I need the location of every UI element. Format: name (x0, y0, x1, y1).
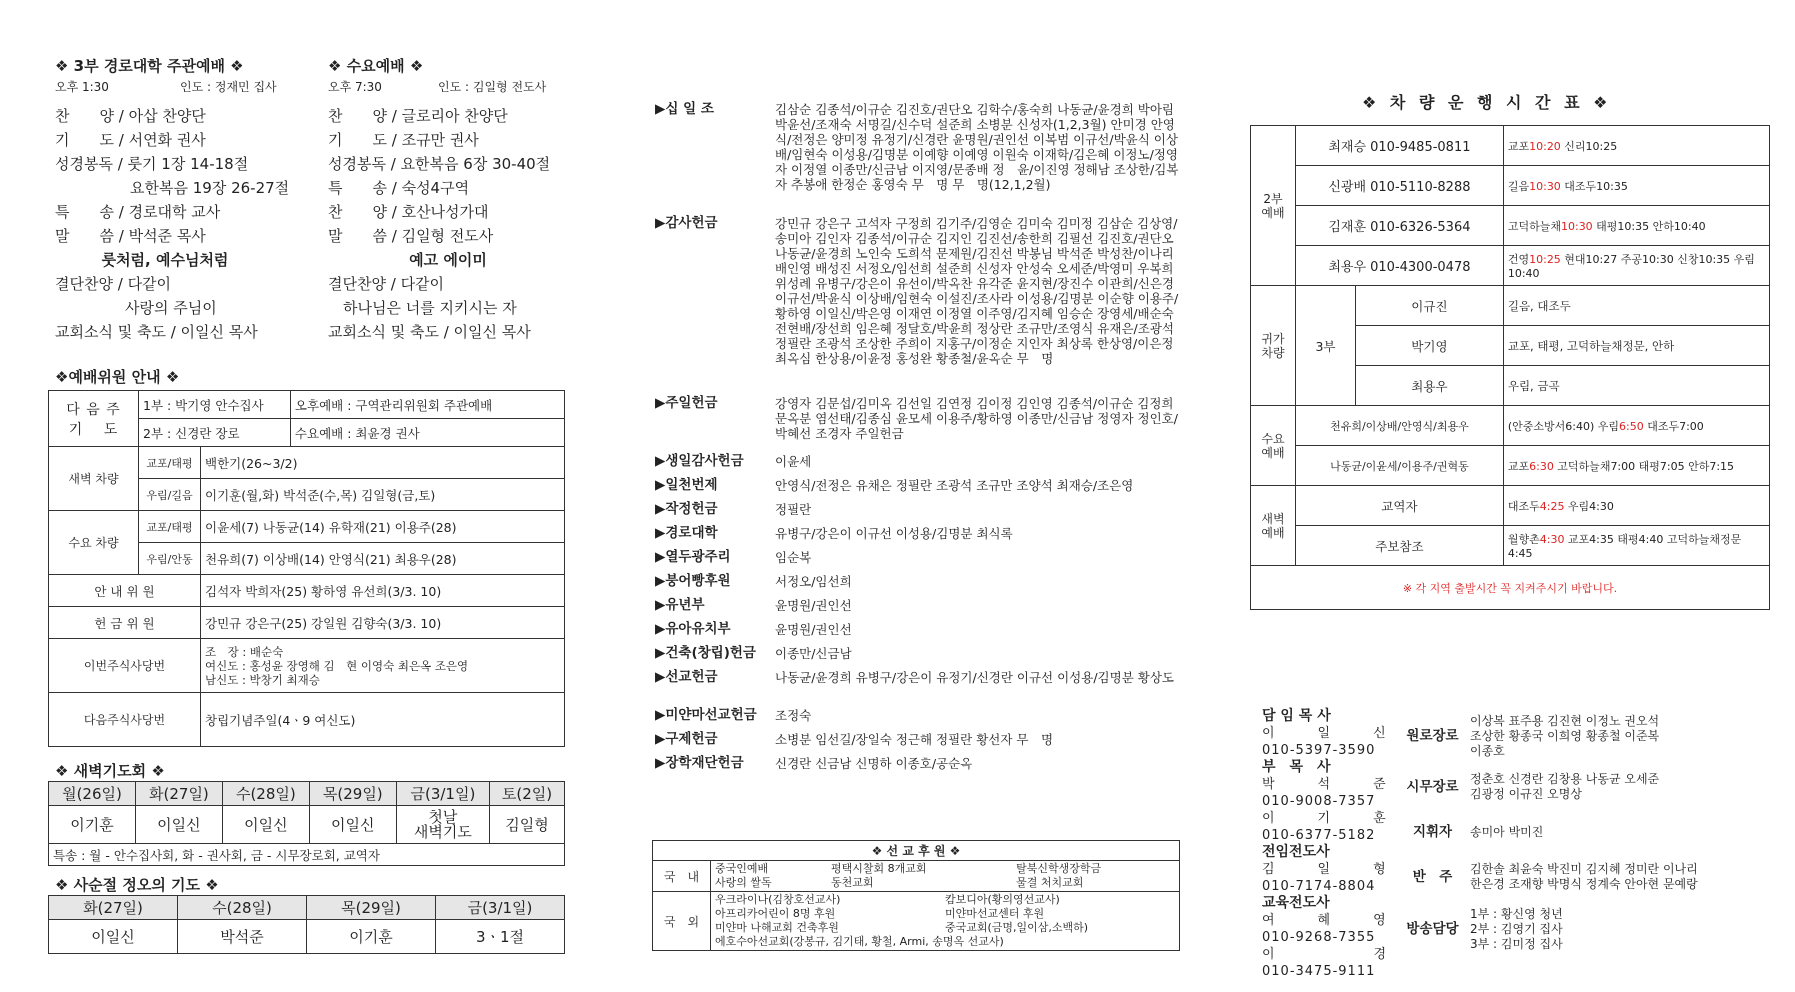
col3-w-1-t: 6:30 (1529, 459, 1554, 473)
col2-offerings-0-v: 김삼순 김종석/이규순 김진호/권단오 김학수/홍숙희 나동균/윤경희 박아림 박윤선/조재숙 서명길/신수덕 설준희 소병분 신성자(1,2,3월) 안미경 안영식/전정은 양미정 유정기/신경란 윤명원/권인선 이복범 이규선/박윤식 이상배/임현숙 이성용/김명분 이예향 이예영 이원숙 이재학/김은혜 이정노/정영자 이정열 이종만/신금남 이지영/문종배 정 윤/이진영 정해남 조상한/김복자 추봉애 한정순 홍영숙 무 명 무 명(12,1,2월) (775, 102, 1179, 192)
col3-r-2-r2: 태평10:35 안하10:40 (1592, 219, 1706, 233)
col1-lent_names-1: 박석준 (178, 920, 307, 954)
col1-wed_rows-4-k: 찬 양 (328, 203, 387, 221)
col1-committee-wed2v: 천유희(7) 이상배(14) 안영식(21) 최용우(28) (201, 543, 565, 575)
col3-r-3-r1: 건영 (1507, 253, 1530, 266)
col1-wed_rows-0-v: 글로리아 찬양단 (401, 107, 508, 125)
col2-offerings-6-v: 유병구/강은이 이규선 이성용/김명분 최식록 (775, 526, 1013, 541)
col1-committee-guide_k: 안 내 위 원 (49, 575, 201, 607)
col3-wed: 수요 예배 (1251, 406, 1296, 486)
col2-offerings-8-k: ▶붕어빵후원 (655, 573, 731, 589)
col1-elder_closing_k: 결단찬양 (55, 275, 113, 293)
col3-home: 귀가 차량 (1251, 286, 1296, 406)
col2-offerings-10-v: 윤명원/권인선 (775, 622, 852, 637)
col3-r-2-r1: 고덕하늘채 (1507, 219, 1561, 233)
col2-for_items-4: 미얀마 나해교회 건축후원 (715, 921, 839, 934)
col1-dawn_days-1: 화(27일) (135, 782, 222, 806)
col1-committee-r1a: 다 음 주 (66, 401, 121, 418)
col2-offerings-6-k: ▶경로대학 (655, 525, 718, 541)
col3-d-1-t: 4:30 (1539, 533, 1565, 546)
col1-dawn_names-5: 김일형 (490, 806, 565, 844)
col1-committee-r1c: 1부 : 박기영 안수집사 (139, 391, 291, 419)
col1-wed_rows-2-k: 성경봉독 (328, 155, 386, 173)
col1-committee-wed_car: 수요 차량 (49, 511, 139, 575)
col2-for_items-5: 중국교회(금명,일이삼,소백하) (945, 921, 1089, 934)
col3-w-1-b: 고덕하늘채7:00 태평7:05 안하7:15 (1553, 459, 1735, 473)
col2-offerings-9-k: ▶유년부 (655, 597, 705, 613)
col3-d-0-a: 대조두 (1507, 499, 1540, 513)
col2-offerings-2-v: 강영자 김문섭/김미옥 김선일 김연정 김이정 김인영 김종석/이규순 김정희 문옥분 염선태/김종심 윤모세 이용주/황하영 이종만/신금남 정영자 정인호/박혜선 조경자 주일헌금 (775, 396, 1178, 441)
col3-r-0-r2: 신리10:25 (1560, 139, 1618, 153)
col3-w-1-n: 나동균/이윤세/이용주/권혁동 (1296, 446, 1504, 486)
col1-wed_rows-0-k: 찬 양 (328, 107, 387, 125)
col2-offerings-12-k: ▶선교헌금 (655, 669, 718, 685)
col1-elder_rows-1-k: 기 도 (55, 131, 114, 149)
col3-pastors-5-n: 이 경 (1262, 947, 1388, 962)
col3-staff-3-k: 반 주 (1412, 868, 1453, 885)
col2-offerings-12-v: 나동균/윤경희 유병구/강은이 유정기/신경란 이규선 이성용/김명분 황상도 (775, 670, 1174, 685)
col3-d-1-a: 월향촌 (1507, 533, 1540, 546)
col2-offerings-14-k: ▶구제헌금 (655, 731, 718, 747)
col3-b3: 3부 (1296, 286, 1356, 406)
col2-offerings-3-k: ▶생일감사헌금 (655, 453, 744, 469)
col1-elder_rows-3-v: 요한복음 19장 26-27절 (130, 179, 290, 197)
col2-offerings-5-k: ▶작정헌금 (655, 501, 718, 517)
col3-staff-1-k: 시무장로 (1406, 778, 1459, 795)
col2-offerings-7-v: 임순복 (775, 550, 812, 565)
col2-dom_items-5: 물결 처치교회 (1016, 876, 1084, 889)
staff-list (1395, 710, 1775, 956)
col1-wed_closing_v: 다같이 (400, 275, 445, 293)
col1-committee-this_k: 이번주식사당번 (49, 639, 201, 693)
col2-dom_items-2: 탈북신학생장학금 (1016, 862, 1102, 875)
col3-r-1-n: 신광배 010-5110-8288 (1296, 166, 1504, 206)
col1-lent_days-3: 금(3/1일) (436, 896, 565, 920)
pastor-list (1262, 708, 1387, 980)
col1-lent_days-0: 화(27일) (49, 896, 178, 920)
col1-elder_rows-4-v: 경로대학 교사 (128, 203, 221, 221)
col1-lent_names-3: 3ㆍ1절 (436, 920, 565, 954)
lent-prayer-title: ❖ 사순절 정오의 기도 ❖ (55, 876, 219, 894)
col2-for_items-0: 우크라이나(김창호선교사) (715, 893, 841, 906)
mission-support-table (652, 840, 1180, 951)
col2-offerings-15-k: ▶장학재단헌금 (655, 755, 744, 771)
col2-offerings-5-v: 정필란 (775, 502, 812, 517)
col3-w-0-b: 대조두7:00 (1643, 419, 1704, 433)
col3-d-0-b: 우림4:30 (1564, 499, 1614, 513)
col3-w-0-n: 천유희/이상배/안영식/최용우 (1296, 406, 1504, 446)
col1-committee-r1d: 오후예배 : 구역관리위원회 주관예배 (290, 391, 564, 419)
col1-lent_days-1: 수(28일) (178, 896, 307, 920)
col1-wed_rows-3-v: 숙성4구역 (401, 179, 470, 197)
col3-r-1-r2: 대조두10:35 (1560, 179, 1628, 193)
col2-dom_items-4: 동천교회 (831, 876, 874, 889)
dawn-prayer-title: ❖ 새벽기도회 ❖ (55, 762, 165, 780)
col3-pastors-4-n: 여 혜 영 (1262, 913, 1387, 928)
col1-committee-offer_v: 강민규 강은구(25) 강일원 김향숙(3/3. 10) (201, 607, 565, 639)
col3-d-0-t: 4:25 (1539, 499, 1565, 513)
elder-service-title: ❖ 3부 경로대학 주관예배 ❖ (55, 57, 244, 75)
col3-pastors-2-p: 010-6377-5182 (1262, 828, 1376, 843)
col2-dom_k: 국 내 (653, 861, 711, 892)
col3-pastors-1-p: 010-9008-7357 (1262, 794, 1376, 809)
col1-dawn_names-1: 이일신 (135, 806, 222, 844)
col1-committee-dawn2k: 우림/길음 (139, 479, 201, 511)
col1-lent_names-2: 이기훈 (307, 920, 436, 954)
col3-staff-0-k: 원로장로 (1406, 727, 1459, 744)
col1-committee-r1b: 기 도 (68, 421, 119, 438)
col1-committee-next_k: 다음주식사당번 (49, 693, 201, 747)
offerings-list (655, 102, 1185, 780)
col1-elder_news: 교회소식 및 축도 / 이일신 목사 (55, 323, 258, 341)
col1-dawn_days-4: 금(3/1일) (396, 782, 489, 806)
col3-r-1-t1: 10:30 (1529, 179, 1561, 193)
col3-w-0-t: 6:50 (1619, 419, 1644, 433)
col3-h-0-n: 이규진 (1356, 286, 1504, 326)
col2-offerings-10-k: ▶유아유치부 (655, 621, 731, 637)
col3-pastors-3-n: 김 일 형 (1262, 862, 1387, 877)
col3-pastors-3-p: 010-7174-8804 (1262, 879, 1376, 894)
col3-h-1-v: 교포, 태평, 고덕하늘채정문, 안하 (1503, 326, 1769, 366)
col3-r-0-r1: 교포 (1507, 139, 1530, 153)
col2-offerings-0-k: ▶십 일 조 (655, 101, 714, 117)
col3-h-2-v: 우림, 금곡 (1503, 366, 1769, 406)
col1-committee-this_v2: 여신도 : 홍성윤 장영해 김 현 이영숙 최은옥 조은영 (205, 658, 469, 673)
col1-dawn_names-3: 이일신 (309, 806, 396, 844)
col2-offerings-2-k: ▶주일헌금 (655, 395, 718, 411)
col3-staff-2-v: 송미아 박미진 (1470, 824, 1544, 839)
col1-committee-wed2k: 우림/안동 (139, 543, 201, 575)
col1-committee-dawn_car: 새벽 차량 (49, 447, 139, 511)
col1-committee-r2c: 2부 : 신경란 장로 (139, 419, 291, 447)
col2-offerings-4-k: ▶일천번제 (655, 477, 718, 493)
col2-for_k: 국 외 (653, 892, 711, 951)
col3-pastors-3-t: 전임전도사 (1262, 844, 1330, 860)
col1-committee-next_v: 창립기념주일(4ㆍ9 여신도) (201, 693, 565, 747)
col2-offerings-15-v: 신경란 신금남 신명하 이종호/공순옥 (775, 756, 973, 771)
col2-offerings-9-v: 윤명원/권인선 (775, 598, 852, 613)
col3-d-1-n: 주보참조 (1296, 526, 1504, 566)
col1-committee-dawn1v: 백한기(26~3/2) (201, 447, 565, 479)
col2-offerings-3-v: 이윤세 (775, 454, 812, 469)
col3-r-1-r1: 길음 (1507, 179, 1530, 193)
dawn-prayer-table (48, 781, 565, 866)
col1-elder_rows-0-k: 찬 양 (55, 107, 114, 125)
elder-sermon-title: 룻처럼, 예수님처럼 (101, 251, 229, 269)
col1-dawn_names-4: 첫날 새벽기도 (396, 806, 489, 844)
col1-wed_rows-4-v: 호산나성가대 (401, 203, 489, 221)
col1-committee-guide_v: 김석자 박희자(25) 황하영 유선희(3/3. 10) (201, 575, 565, 607)
col1-elder_rows-2-k: 성경봉독 (55, 155, 113, 173)
col3-s2: 2부 예배 (1251, 126, 1296, 286)
col1-dawn_days-5: 토(2일) (490, 782, 565, 806)
col1-wed_rows-2-v: 요한복음 6장 30-40절 (400, 155, 551, 173)
col1-committee-wed1v: 이윤세(7) 나동균(14) 유학재(21) 이용주(28) (201, 511, 565, 543)
col3-pastors-4-p: 010-9268-7355 (1262, 930, 1376, 945)
col2-for_items-2: 아프리카어린이 8명 후원 (715, 907, 836, 920)
wed-service-title: ❖ 수요예배 ❖ (328, 57, 424, 75)
col1-elder_rows-5-k: 말 씀 (55, 227, 114, 245)
col1-elder_rows-2-v: 룻기 1장 14-18절 (127, 155, 249, 173)
col3-r-2-n: 김재훈 010-6326-5364 (1296, 206, 1504, 246)
elder-order: 찬 양 / 아삽 찬양단 기 도 / 서연화 권사 성경봉독 / 룻기 1장 14-18절 요한복음 19장 26-27절 특 송 / 경로대학 교사 말 씀 / 박석준 목사 룻처럼, 예수님처럼 결단찬양 / 다같이 사랑의 주님이 교회소식 및 축도 / 이일신 목사 (55, 104, 315, 344)
col1-elder_rows-4-k: 특 송 (55, 203, 114, 221)
col1-wed_closing_k: 결단찬양 (328, 275, 386, 293)
wed-order: 찬 양 / 글로리아 찬양단 기 도 / 조규만 권사 성경봉독 / 요한복음 6장 30-40절 특 송 / 숙성4구역 찬 양 / 호산나성가대 말 씀 / 김일형 전도사 예고 에이미 결단찬양 / 다같이 하나님은 너를 지키시는 자 교회소식 및 축도 / 이일신 목사 (328, 104, 568, 344)
elder-service-time: 오후 1:30 (55, 80, 109, 94)
col3-pastors-1-n: 박 석 준 (1262, 777, 1387, 792)
col1-wed_rows-1-v: 조규만 권사 (401, 131, 479, 149)
col2-dom_items-0: 중국인예배 (715, 862, 769, 875)
col1-wed_rows-3-k: 특 송 (328, 179, 387, 197)
col2-for_items-1: 캄보디아(황의영선교사) (945, 893, 1060, 906)
col2-offerings-1-k: ▶감사헌금 (655, 215, 718, 231)
col3-d-1-b: 교포4:35 태평4:40 고덕하늘채정문4:45 (1507, 533, 1742, 560)
col2-offerings-8-v: 서정오/임선희 (775, 574, 852, 589)
col1-wed_closing_song: 하나님은 너를 지키시는 자 (343, 299, 517, 317)
col1-dawn_note: 특송 : 월 - 안수집사회, 화 - 권사회, 금 - 시무장로회, 교역자 (49, 844, 565, 866)
col1-elder_rows-1-v: 서연화 권사 (128, 131, 206, 149)
col2-offerings-1-v: 강민규 강은구 고석자 구정희 김기주/김영순 김미숙 김미정 김삼순 김상영/송미아 김인자 김종석/이규순 김지인 김진선/송한희 김필선 김진호/권단오 나동균/윤경희 노인숙 도희석 문제원/김진선 박봉님 박석준 박성찬/이나리 배인영 배성진 서정오/임선희 설준희 신성자 안성숙 오세준/박영미 우복희 위성례 유병구/강은이 유선이/박옥찬 유각준 윤지현/장진수 이관희/신은경 이규선/박윤식 이상배/임현숙 이설진/조사라 이성용/김명분 이순향 이용주/황하영 이일신/박은영 이재연 이정열 이주영/김지혜 임승순 장영세/배순숙 전현배/장선희 임은혜 정달호/박윤희 정상란 조규만/조영식 유재은/조광석 정필란 조광석 조상한 주희이 지홍구/이정순 지인자 최상록 한상영/이은정 최옥심 한상용/이윤정 홍성완 황종철/윤옥순 무 명 (775, 216, 1179, 366)
col3-pastors-4-t: 교육전도사 (1262, 895, 1330, 911)
col1-lent_days-2: 목(29일) (307, 896, 436, 920)
col3-d-0-n: 교역자 (1296, 486, 1504, 526)
col3-r-3-n: 최용우 010-4300-0478 (1296, 246, 1504, 286)
col3-staff-2-k: 지휘자 (1412, 823, 1453, 840)
col3-pastors-0-p: 010-5397-3590 (1262, 743, 1376, 758)
col1-dawn_names-2: 이일신 (222, 806, 309, 844)
col2-offerings-13-k: ▶미얀마선교헌금 (655, 707, 757, 723)
col3-staff-1-v: 정춘호 신경란 김창용 나동균 오세준 김광정 이규진 오명상 (1470, 772, 1660, 801)
col1-wed_rows-1-k: 기 도 (328, 131, 387, 149)
col2-offerings-13-v: 조정숙 (775, 708, 812, 723)
col1-wed_news: 교회소식 및 축도 / 이일신 목사 (328, 323, 531, 341)
wed-service-time: 오후 7:30 (328, 80, 382, 94)
col3-dawn: 새벽 예배 (1251, 486, 1296, 566)
col1-committee-offer_k: 헌 금 위 원 (49, 607, 201, 639)
col2-dom_items-1: 평택시찰회 8개교회 (831, 862, 927, 875)
col1-elder_closing_v: 다같이 (127, 275, 172, 293)
col1-committee-this_v1: 조 장 : 배순숙 (205, 644, 284, 659)
col3-r-3-t1: 10:25 (1529, 253, 1561, 266)
col3-pastors-1-t: 부 목 사 (1262, 759, 1331, 775)
col2-offerings-11-k: ▶건축(창립)헌금 (655, 645, 756, 661)
col1-committee-dawn1k: 교포/태평 (139, 447, 201, 479)
col2-offerings-11-v: 이종만/신금남 (775, 646, 852, 661)
col3-h-0-v: 길음, 대조두 (1503, 286, 1769, 326)
col3-staff-0-v: 이상복 표주용 김진현 이정노 권오석 조상한 황종국 이희영 황종철 이준복 이종호 (1470, 713, 1660, 758)
col1-dawn_names-0: 이기훈 (49, 806, 136, 844)
elder-service-leader: 인도 : 정재민 집사 (180, 80, 277, 94)
wed-sermon-title: 예고 에이미 (409, 251, 487, 269)
col3-w-0-a: (안중소방서6:40) 우림 (1507, 419, 1620, 433)
col2-for_items-3: 미얀마선교센터 후원 (945, 907, 1045, 920)
col2-offerings-4-v: 안영식/전정은 유채은 정필란 조광석 조규만 조양석 최재승/조은영 (775, 478, 1134, 493)
col1-committee-this_v3: 남신도 : 박창기 최재승 (205, 672, 320, 687)
committee-table (48, 390, 565, 747)
vehicle-schedule-table (1250, 125, 1770, 610)
col3-r-2-t1: 10:30 (1560, 219, 1593, 233)
col3-pastors-2-n: 이 기 훈 (1262, 811, 1387, 826)
col3-staff-4-v: 1부 : 황신영 청년 2부 : 김영기 집사 3부 : 김미정 집사 (1470, 906, 1563, 951)
col2-offerings-14-v: 소병분 임선길/장일숙 정근해 정필란 황선자 무 명 (775, 732, 1054, 747)
vehicle-schedule-title: ❖ 차 량 운 행 시 간 표 ❖ (1362, 93, 1612, 112)
col3-notice: ※ 각 지역 출발시간 꼭 지켜주시기 바랍니다. (1251, 566, 1770, 610)
col2-mission_title: ❖ 선 교 후 원 ❖ (653, 841, 1180, 861)
col2-offerings-7-k: ▶열두광주리 (655, 549, 731, 565)
col1-elder_rows-5-v: 박석준 목사 (128, 227, 206, 245)
col2-dom_items-3: 사랑의 쌀독 (715, 876, 772, 889)
col1-dawn_days-2: 수(28일) (222, 782, 309, 806)
col1-wed_rows-5-k: 말 씀 (328, 227, 387, 245)
col1-committee-dawn2v: 이기훈(월,화) 박석준(수,목) 김일형(금,토) (201, 479, 565, 511)
col3-pastors-0-t: 담 임 목 사 (1262, 708, 1331, 724)
col3-staff-3-v: 김한솔 최윤숙 박진미 김지혜 정미란 이나리 한은경 조재향 박명식 정계숙 안아현 문예랑 (1470, 862, 1698, 891)
col3-w-1-a: 교포 (1507, 459, 1530, 473)
lent-prayer-table (48, 895, 565, 954)
col3-r-0-t1: 10:20 (1529, 139, 1561, 153)
col3-r-3-r2: 현대10:27 주공10:30 신창10:35 우림10:40 (1507, 253, 1755, 280)
wed-service-leader: 인도 : 김일형 전도사 (438, 80, 547, 94)
col3-pastors-5-p: 010-3475-9111 (1262, 964, 1376, 979)
col1-dawn_days-0: 월(26일) (49, 782, 136, 806)
col1-dawn_days-3: 목(29일) (309, 782, 396, 806)
col3-h-2-n: 최용우 (1356, 366, 1504, 406)
col3-r-0-n: 최재승 010-9485-0811 (1296, 126, 1504, 166)
col1-elder_rows-0-v: 아삽 찬양단 (128, 107, 206, 125)
col3-staff-4-k: 방송담당 (1406, 920, 1459, 937)
col1-committee-wed1k: 교포/태평 (139, 511, 201, 543)
col1-elder_closing_song: 사랑의 주님이 (125, 299, 217, 317)
committee-title: ❖예배위원 안내 ❖ (55, 368, 180, 386)
col2-for_items-6: 에호수아선교회(강봉규, 김기태, 황철, Armi, 송명옥 선교사) (715, 935, 1004, 948)
col3-h-1-n: 박기영 (1356, 326, 1504, 366)
col1-wed_rows-5-v: 김일형 전도사 (401, 227, 494, 245)
col1-committee-r2d: 수요예배 : 최윤경 권사 (290, 419, 564, 447)
col3-pastors-0-n: 이 일 신 (1262, 726, 1387, 741)
col1-lent_names-0: 이일신 (49, 920, 178, 954)
